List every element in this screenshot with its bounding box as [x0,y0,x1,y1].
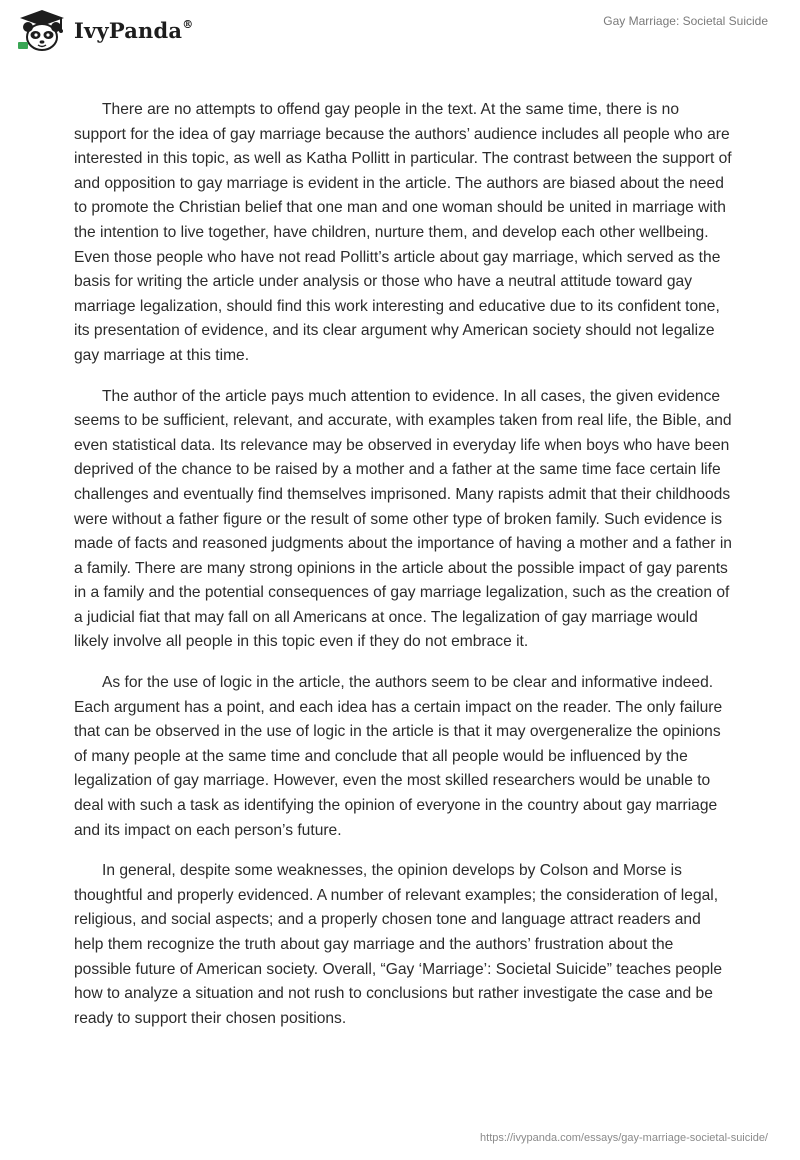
brand-name: IvyPanda® [74,17,194,43]
paragraph: There are no attempts to offend gay people in the text. At the same time, there is no support for the idea of gay marriage because the authors’ audience includes all people who are interested in this topic, as well as Katha Pollitt in particular. The contrast between the support of and opposition to gay marriage is evident in the article. The authors are biased about the need to promote the Christian belief that one man and one woman should be united in marriage with the intention to live together, have children, nurture them, and develop each other wellbeing. Even those people who have not read Pollitt’s article about gay marriage, which served as the basis for writing the article under analysis or those who have a neutral attitude toward gay marriage legalization, should find this work interesting and educative due to its confident tone, its presentation of evidence, and its clear argument why American society should not legalize gay marriage at this time. [74,101,732,364]
source-url-link[interactable]: https://ivypanda.com/essays/gay-marriage-societal-suicide/ [480,1132,768,1144]
document-title: Gay Marriage: Societal Suicide [603,14,768,28]
paragraph: As for the use of logic in the article, the authors seem to be clear and informative indeed. Each argument has a point, and each idea has a certain impact on the reader. The only failure that can be observed in the use of logic in the article is that it may overgeneralize the opinions of many people at the same time and conclude that all people would be influenced by the legalization of gay marriage. However, even the most skilled researchers would be unable to deal with such a task as identifying the opinion of everyone in the country about gay marriage and its impact on each person’s future. [74,674,723,839]
paragraph: The author of the article pays much attention to evidence. In all cases, the given evidence seems to be sufficient, relevant, and accurate, with examples taken from real life, the Bible, and even statistical data. Its relevance may be observed in everyday life when boys who have been deprived of the chance to be raised by a mother and a father at the same time face certain life challenges and eventually find themselves imprisoned. Many rapists admit that their childhoods were without a father figure or the result of some other type of broken family. Such evidence is made of facts and reasoned judgments about the importance of having a mother and a father in a family. There are many strong opinions in the article about the possible impact of gay parents in a family and the potential consequences of gay marriage legalization, such as the creation of a judicial fiat that may fall on all Americans at once. The legalization of gay marriage would likely involve all people in this topic even if they do not embrace it. [74,387,732,651]
paragraph: In general, despite some weaknesses, the opinion develops by Colson and Morse is thoughtful and properly evidenced. A number of relevant examples; the consideration of legal, religious, and social aspects; and a properly chosen tone and language attract readers and help them recognize the truth about gay marriage and the authors’ frustration about the possible future of American society. Overall, “Gay ‘Marriage’: Societal Suicide” teaches people how to analyze a situation and not rush to conclusions but rather investigate the case and be ready to support their chosen positions. [74,862,723,1027]
essay-body [74,98,734,1047]
page-header [0,0,800,60]
ivypanda-logo[interactable] [14,8,193,52]
panda-graduate-icon [14,8,70,52]
